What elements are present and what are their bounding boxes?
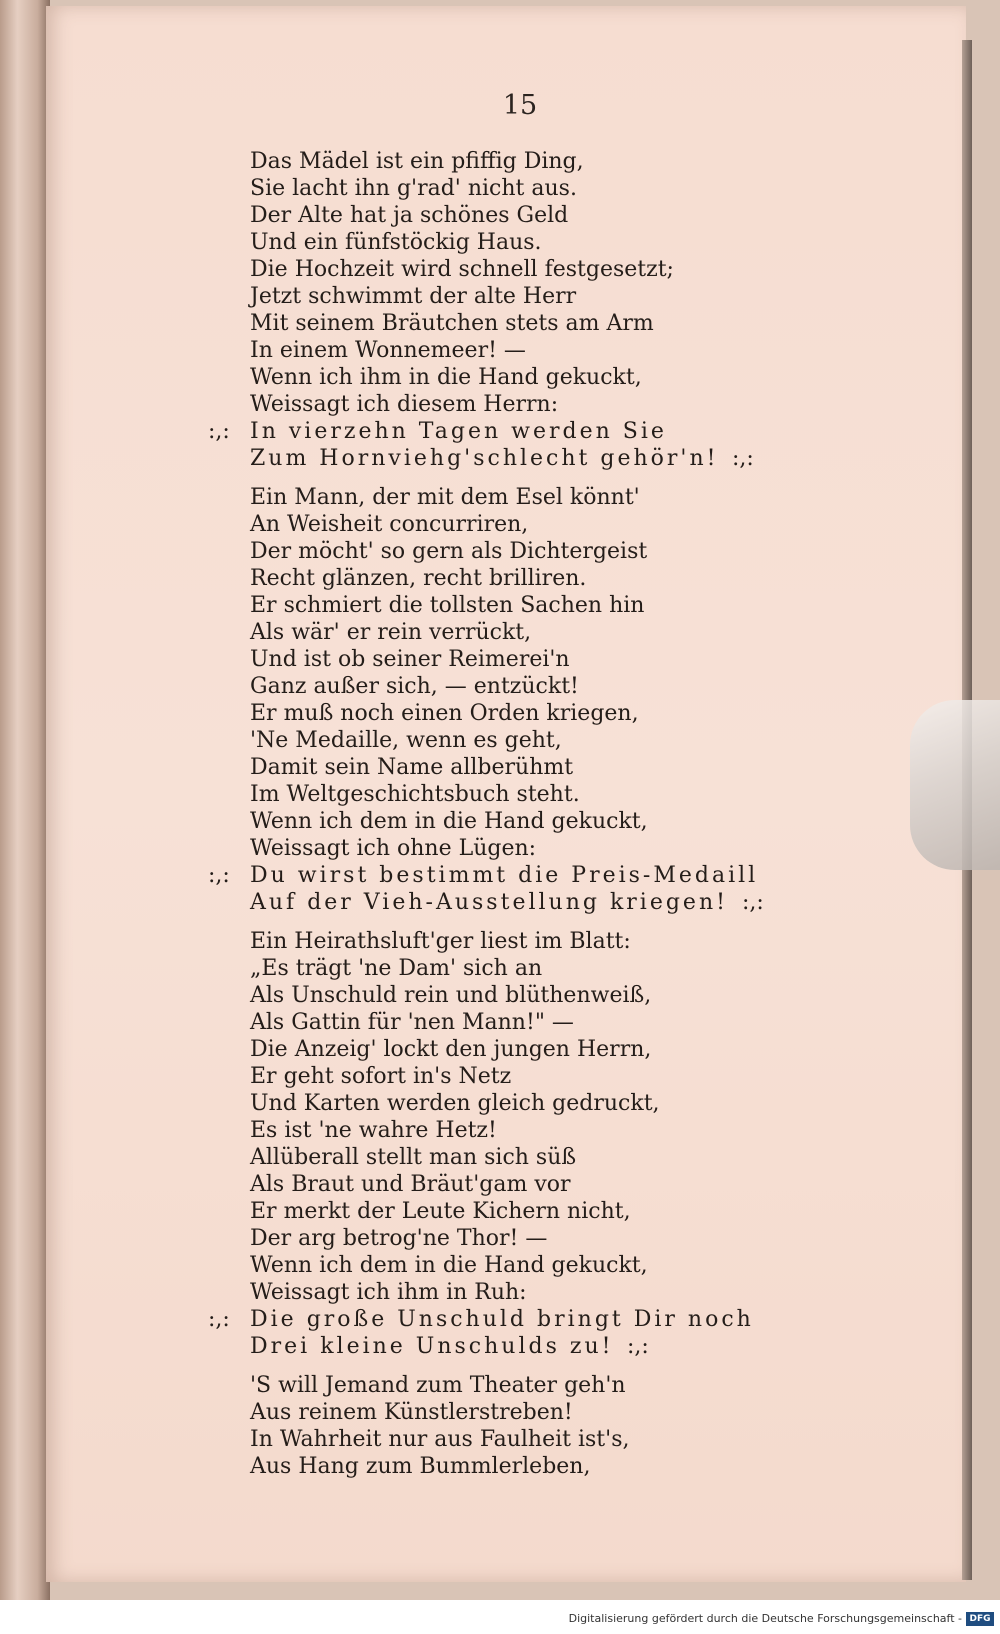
poem-line bbox=[0, 565, 1000, 592]
poem-line-text: Die Hochzeit wird schnell festgesetzt; bbox=[250, 257, 674, 282]
stanza bbox=[0, 1372, 1000, 1480]
poem-line-text: Wenn ich dem in die Hand gekuckt, bbox=[250, 809, 648, 834]
poem-line bbox=[0, 1453, 1000, 1480]
poem-line-text: Du wirst bestimmt die Preis-Medaill bbox=[250, 863, 759, 888]
poem-line bbox=[0, 364, 1000, 391]
repeat-mark: :,: bbox=[208, 419, 230, 444]
poem-line bbox=[0, 619, 1000, 646]
poem-line-text: In vierzehn Tagen werden Sie bbox=[250, 419, 667, 444]
poem-line bbox=[0, 1306, 1000, 1333]
poem-line-text: Aus reinem Künstlerstreben! bbox=[250, 1400, 573, 1425]
poem-line-text: Recht glänzen, recht brilliren. bbox=[250, 566, 587, 591]
poem-line bbox=[0, 673, 1000, 700]
poem-line bbox=[0, 700, 1000, 727]
poem-line-text: Als wär' er rein verrückt, bbox=[250, 620, 532, 645]
poem-line bbox=[0, 928, 1000, 955]
poem-line-text: Und ist ob seiner Reimerei'n bbox=[250, 647, 570, 672]
poem-line bbox=[0, 310, 1000, 337]
stanza bbox=[0, 148, 1000, 472]
poem-line-text: An Weisheit concurriren, bbox=[250, 512, 529, 537]
poem-line bbox=[0, 592, 1000, 619]
footer-credit: Digitalisierung gefördert durch die Deutsche Forschungsgemeinschaft - bbox=[568, 1612, 962, 1625]
poem-line-text: Weissagt ich diesem Herrn: bbox=[250, 392, 559, 417]
poem-line bbox=[0, 283, 1000, 310]
repeat-mark: :,: bbox=[208, 1307, 230, 1332]
poem-line bbox=[0, 1426, 1000, 1453]
poem-line bbox=[0, 1144, 1000, 1171]
repeat-mark: :,: bbox=[742, 890, 764, 915]
poem-line-text: 'Ne Medaille, wenn es geht, bbox=[250, 728, 562, 753]
footer bbox=[0, 1600, 1000, 1634]
poem-line-text: Der möcht' so gern als Dichtergeist bbox=[250, 539, 648, 564]
poem-line bbox=[0, 1117, 1000, 1144]
poem-line bbox=[0, 982, 1000, 1009]
poem-line-text: In Wahrheit nur aus Faulheit ist's, bbox=[250, 1427, 630, 1452]
poem-line bbox=[0, 646, 1000, 673]
poem-line bbox=[0, 337, 1000, 364]
poem-line-text: Als Braut und Bräut'gam vor bbox=[250, 1172, 571, 1197]
poem-line bbox=[0, 148, 1000, 175]
poem-line-text: Allüberall stellt man sich süß bbox=[250, 1145, 577, 1170]
poem-line-text: 'S will Jemand zum Theater geh'n bbox=[250, 1373, 626, 1398]
stanza bbox=[0, 928, 1000, 1360]
poem-line-text: Damit sein Name allberühmt bbox=[250, 755, 574, 780]
poem-line bbox=[0, 1009, 1000, 1036]
poem-line bbox=[0, 1279, 1000, 1306]
poem-line-text: Die Anzeig' lockt den jungen Herrn, bbox=[250, 1037, 652, 1062]
poem-line bbox=[0, 835, 1000, 862]
poem-line bbox=[0, 862, 1000, 889]
dfg-logo: DFG bbox=[966, 1612, 994, 1626]
poem-line-text: Mit seinem Bräutchen stets am Arm bbox=[250, 311, 654, 336]
repeat-mark: :,: bbox=[627, 1334, 649, 1359]
poem-line bbox=[0, 1372, 1000, 1399]
poem-line-text: „Es trägt 'ne Dam' sich an bbox=[250, 956, 543, 981]
poem-line bbox=[0, 1063, 1000, 1090]
poem-line bbox=[0, 889, 1000, 916]
poem-line bbox=[0, 1036, 1000, 1063]
poem-line-text: Die große Unschuld bringt Dir noch bbox=[250, 1307, 754, 1332]
poem-line bbox=[0, 229, 1000, 256]
poem-line-text: Sie lacht ihn g'rad' nicht aus. bbox=[250, 176, 577, 201]
poem-line bbox=[0, 1399, 1000, 1426]
poem-line bbox=[0, 781, 1000, 808]
poem-line-text: Wenn ich ihm in die Hand gekuckt, bbox=[250, 365, 642, 390]
poem-line bbox=[0, 1252, 1000, 1279]
stanza bbox=[0, 484, 1000, 916]
poem-line-text: Jetzt schwimmt der alte Herr bbox=[250, 284, 577, 309]
poem-line-text: Weissagt ich ihm in Ruh: bbox=[250, 1280, 527, 1305]
poem-line-text: Ein Heirathsluft'ger liest im Blatt: bbox=[250, 929, 631, 954]
poem-body bbox=[0, 148, 1000, 1492]
poem-line bbox=[0, 1333, 1000, 1360]
poem-line bbox=[0, 754, 1000, 781]
repeat-mark: :,: bbox=[732, 446, 754, 471]
poem-line bbox=[0, 538, 1000, 565]
poem-line-text: Als Gattin für 'nen Mann!" — bbox=[250, 1010, 574, 1035]
poem-line-text: Weissagt ich ohne Lügen: bbox=[250, 836, 537, 861]
poem-line-text: Er muß noch einen Orden kriegen, bbox=[250, 701, 639, 726]
poem-line bbox=[0, 511, 1000, 538]
poem-line-text: Es ist 'ne wahre Hetz! bbox=[250, 1118, 497, 1143]
poem-line bbox=[0, 727, 1000, 754]
poem-line bbox=[0, 955, 1000, 982]
poem-line bbox=[0, 445, 1000, 472]
poem-line bbox=[0, 418, 1000, 445]
poem-line bbox=[0, 1225, 1000, 1252]
poem-line-text: Der Alte hat ja schönes Geld bbox=[250, 203, 569, 228]
poem-line-text: Er merkt der Leute Kichern nicht, bbox=[250, 1199, 631, 1224]
poem-line-text: Drei kleine Unschulds zu! bbox=[250, 1334, 614, 1359]
poem-line bbox=[0, 1198, 1000, 1225]
page-number: 15 bbox=[502, 90, 538, 121]
poem-line-text: Er schmiert die tollsten Sachen hin bbox=[250, 593, 645, 618]
poem-line-text: Ein Mann, der mit dem Esel könnt' bbox=[250, 485, 640, 510]
poem-line bbox=[0, 175, 1000, 202]
poem-line-text: Er geht sofort in's Netz bbox=[250, 1064, 512, 1089]
poem-line-text: Auf der Vieh-Ausstellung kriegen! bbox=[250, 890, 728, 915]
poem-line-text: Das Mädel ist ein pfiffig Ding, bbox=[250, 149, 584, 174]
poem-line-text: In einem Wonnemeer! — bbox=[250, 338, 526, 363]
poem-line bbox=[0, 256, 1000, 283]
poem-line bbox=[0, 484, 1000, 511]
poem-line bbox=[0, 1171, 1000, 1198]
poem-line bbox=[0, 202, 1000, 229]
poem-line-text: Der arg betrog'ne Thor! — bbox=[250, 1226, 548, 1251]
poem-line bbox=[0, 1090, 1000, 1117]
poem-line-text: Im Weltgeschichtsbuch steht. bbox=[250, 782, 580, 807]
poem-line-text: Ganz außer sich, — entzückt! bbox=[250, 674, 579, 699]
poem-line bbox=[0, 391, 1000, 418]
poem-line-text: Zum Hornviehg'schlecht gehör'n! bbox=[250, 446, 719, 471]
poem-line-text: Aus Hang zum Bummlerleben, bbox=[250, 1454, 591, 1479]
poem-line bbox=[0, 808, 1000, 835]
poem-line-text: Und Karten werden gleich gedruckt, bbox=[250, 1091, 660, 1116]
poem-line-text: Wenn ich dem in die Hand gekuckt, bbox=[250, 1253, 648, 1278]
repeat-mark: :,: bbox=[208, 863, 230, 888]
poem-line-text: Und ein fünfstöckig Haus. bbox=[250, 230, 542, 255]
poem-line-text: Als Unschuld rein und blüthenweiß, bbox=[250, 983, 652, 1008]
